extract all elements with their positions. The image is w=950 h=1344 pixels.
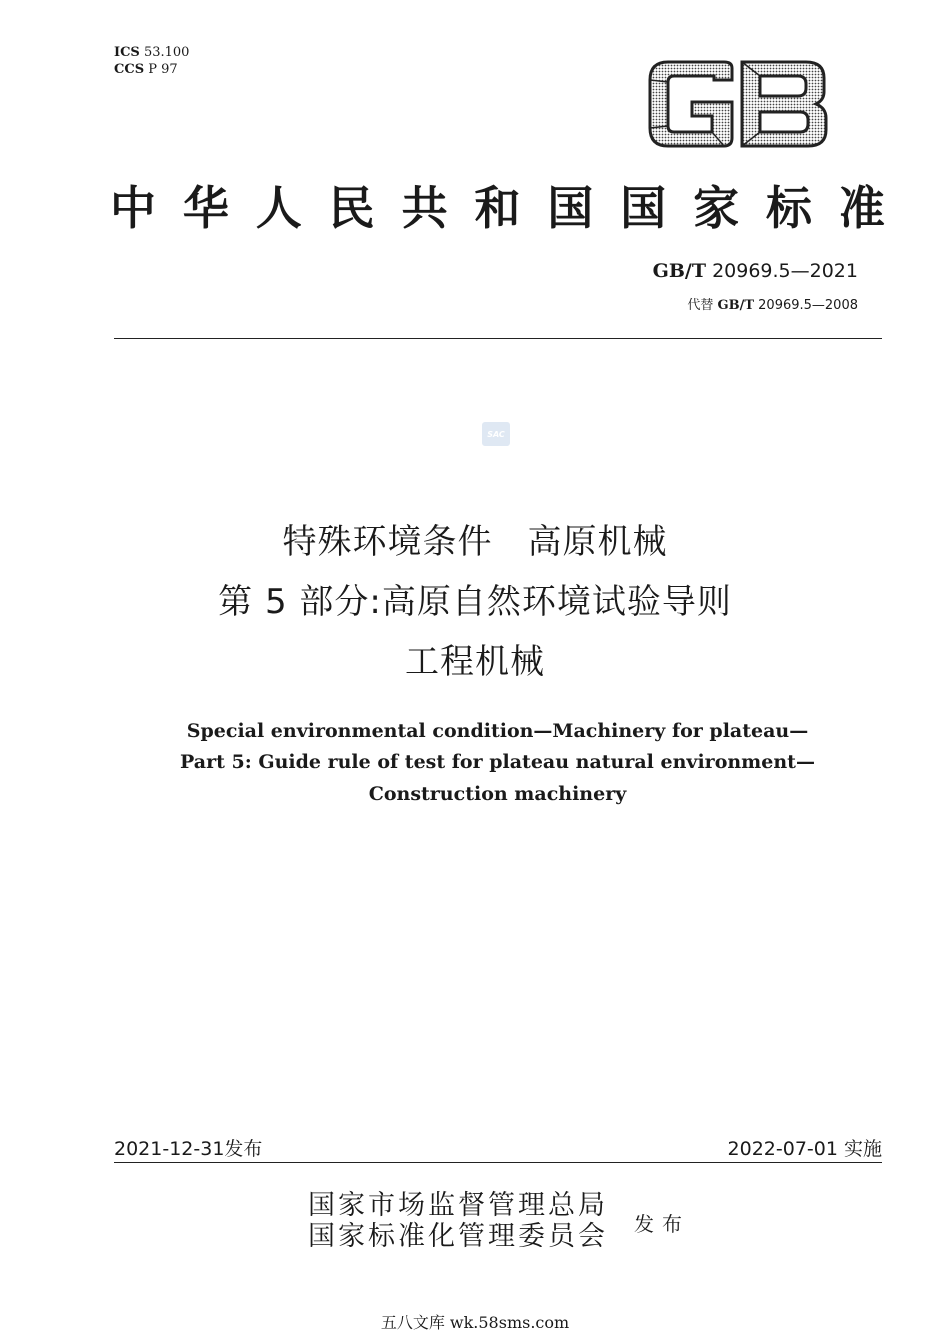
ccs-value: P 97 [148, 62, 178, 77]
ccs-line [114, 61, 189, 78]
english-title-line-2: Part 5: Guide rule of test for plateau natural environment— [180, 751, 815, 773]
ics-line [114, 44, 189, 61]
sac-watermark-icon [482, 422, 510, 446]
title-char: 华 [182, 181, 229, 235]
sac-mark-text: SAC [487, 430, 505, 439]
issue-date-label: 发布 [224, 1138, 263, 1160]
replaces-number: 20969.5—2008 [758, 298, 858, 313]
chinese-title-line-3: 工程机械 [405, 642, 545, 682]
replaces-prefix: GB/T [717, 298, 755, 313]
footer-divider [114, 1162, 882, 1163]
issuing-organizations [308, 1190, 608, 1252]
title-char: 中 [110, 181, 156, 235]
implementation-date-label: 实施 [843, 1138, 882, 1160]
standard-number [653, 260, 858, 282]
national-standard-title [110, 178, 885, 238]
title-char: 和 [474, 181, 521, 235]
title-char: 共 [401, 181, 448, 235]
classification-codes [114, 44, 189, 78]
title-char: 准 [838, 181, 885, 235]
standard-prefix: GB/T [652, 260, 707, 282]
english-title-line-3: Construction machinery [368, 783, 627, 805]
replaces-label: 代替 [687, 298, 714, 313]
issuer-sac: 国家标准化管理委员会 [308, 1221, 608, 1252]
header-divider [114, 338, 882, 339]
ics-value: 53.100 [143, 45, 190, 60]
issue-action: 发布 [634, 1212, 690, 1236]
english-title-line-1: Special environmental condition—Machinery for plateau— [186, 720, 809, 742]
issue-date-value: 2021-12-31 [114, 1138, 225, 1160]
chinese-title-line-1: 特殊环境条件 高原机械 [282, 522, 668, 562]
title-char: 民 [328, 181, 375, 235]
title-char: 家 [693, 181, 740, 235]
issue-date [114, 1134, 262, 1161]
chinese-title-line-2: 第 5 部分:高原自然环境试验导则 [218, 582, 732, 622]
ics-label: ICS [114, 45, 140, 60]
footer-watermark: 五八文库 wk.58sms.com [380, 1313, 570, 1332]
issuer-samr: 国家市场监督管理总局 [308, 1190, 608, 1221]
title-char: 标 [766, 181, 813, 235]
replaces-standard [687, 294, 858, 313]
implementation-date-value: 2022-07-01 [727, 1138, 838, 1160]
standard-number-value: 20969.5—2021 [712, 260, 858, 282]
title-char: 国 [620, 181, 667, 235]
ccs-label: CCS [114, 62, 145, 77]
title-char: 人 [255, 181, 302, 235]
title-char: 国 [547, 181, 594, 235]
implementation-date [728, 1134, 882, 1161]
gb-national-standard-logo [646, 58, 830, 150]
